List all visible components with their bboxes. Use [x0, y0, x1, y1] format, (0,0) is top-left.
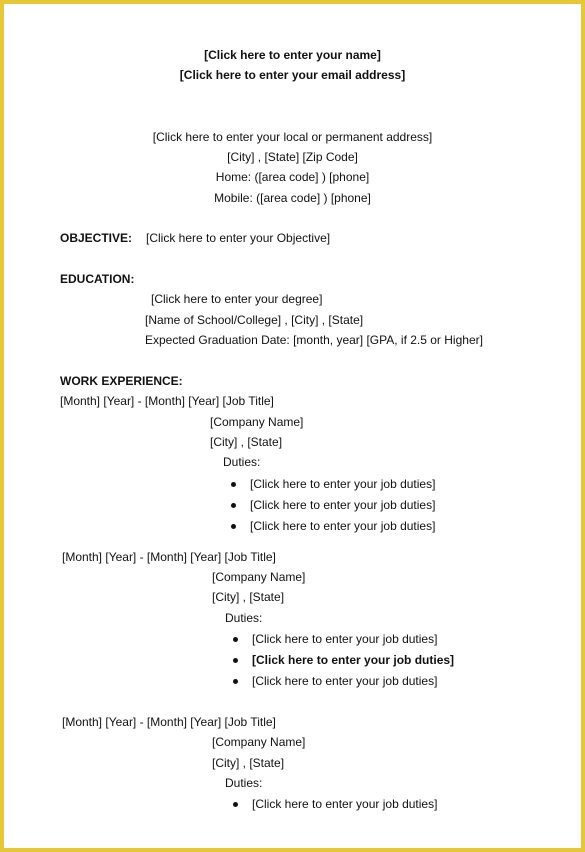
- school-field[interactable]: [Name of School/College] , [City] , [State]: [145, 313, 364, 327]
- work-experience-heading: WORK EXPERIENCE:: [60, 374, 183, 388]
- address-field[interactable]: [Click here to enter your local or permanent address]: [152, 130, 433, 144]
- education-heading: EDUCATION:: [60, 272, 135, 286]
- job-dates-title[interactable]: [Month] [Year] - [Month] [Year] [Job Title]: [62, 715, 276, 729]
- duties-label: Duties:: [225, 776, 263, 790]
- duties-label: Duties:: [225, 611, 263, 625]
- job-duty[interactable]: [Click here to enter your job duties]: [252, 653, 455, 667]
- resume-page: [4, 4, 581, 848]
- bullet-icon: [231, 503, 236, 508]
- job-duty[interactable]: [Click here to enter your job duties]: [250, 477, 436, 491]
- job-duty[interactable]: [Click here to enter your job duties]: [250, 519, 436, 533]
- job-duty[interactable]: [Click here to enter your job duties]: [252, 632, 438, 646]
- job-duty[interactable]: [Click here to enter your job duties]: [252, 674, 438, 688]
- duties-label: Duties:: [223, 455, 261, 469]
- job-location[interactable]: [City] , [State]: [210, 435, 283, 449]
- mobile-phone[interactable]: Mobile: ([area code] ) [phone]: [214, 191, 371, 205]
- job-dates-title[interactable]: [Month] [Year] - [Month] [Year] [Job Title]: [62, 550, 276, 564]
- job-company[interactable]: [Company Name]: [210, 415, 304, 429]
- graduation-field[interactable]: Expected Graduation Date: [month, year] [GPA, if 2.5 or Higher]: [145, 333, 483, 347]
- job-dates-title[interactable]: [Month] [Year] - [Month] [Year] [Job Title]: [60, 394, 274, 408]
- job-location[interactable]: [City] , [State]: [212, 756, 285, 770]
- job-company[interactable]: [Company Name]: [212, 570, 306, 584]
- objective-field[interactable]: [Click here to enter your Objective]: [146, 231, 331, 245]
- home-phone[interactable]: Home: ([area code] ) [phone]: [215, 170, 370, 184]
- job-location[interactable]: [City] , [State]: [212, 590, 285, 604]
- email-field[interactable]: [Click here to enter your email address]: [179, 68, 406, 82]
- objective-heading: OBJECTIVE:: [60, 231, 133, 245]
- bullet-icon: [233, 658, 238, 663]
- bullet-icon: [233, 637, 238, 642]
- job-duty[interactable]: [Click here to enter your job duties]: [252, 797, 438, 811]
- job-company[interactable]: [Company Name]: [212, 735, 306, 749]
- bullet-icon: [233, 679, 238, 684]
- job-duty[interactable]: [Click here to enter your job duties]: [250, 498, 436, 512]
- degree-field[interactable]: [Click here to enter your degree]: [151, 292, 323, 306]
- city-state-zip[interactable]: [City] , [State] [Zip Code]: [227, 150, 358, 164]
- bullet-icon: [231, 524, 236, 529]
- name-field[interactable]: [Click here to enter your name]: [204, 48, 381, 62]
- bullet-icon: [233, 802, 238, 807]
- bullet-icon: [231, 482, 236, 487]
